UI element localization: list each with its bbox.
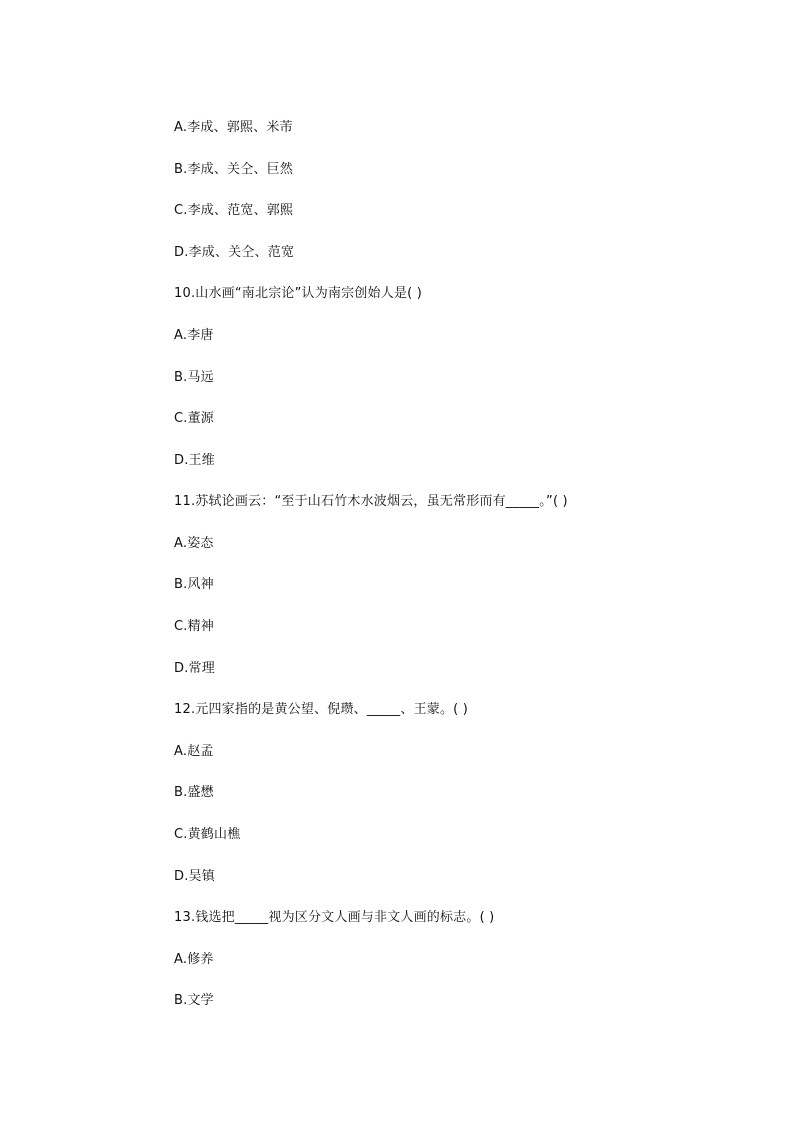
option-a-q12: A.赵孟 [174, 744, 214, 759]
option-c-q12: C.黄鹤山樵 [174, 827, 241, 842]
option-b-q9: B.李成、关仝、巨然 [174, 162, 294, 177]
option-c-q9: C.李成、范宽、郭熙 [174, 203, 294, 218]
option-b-q12: B.盛懋 [174, 785, 214, 800]
option-a-q11: A.姿态 [174, 536, 214, 551]
option-b-q11: B.风神 [174, 577, 214, 592]
question-13: 13.钱选把_____视为区分文人画与非文人画的标志。( ) [174, 910, 495, 925]
option-a-q9: A.李成、郭熙、米芾 [174, 120, 293, 135]
option-d-q9: D.李成、关仝、范宽 [174, 245, 295, 260]
question-11: 11.苏轼论画云：“至于山石竹木水波烟云，虽无常形而有_____。”( ) [174, 494, 568, 509]
question-10: 10.山水画“南北宗论”认为南宗创始人是( ) [174, 286, 423, 301]
option-c-q10: C.董源 [174, 411, 215, 426]
option-c-q11: C.精神 [174, 619, 215, 634]
option-b-q13: B.文学 [174, 993, 214, 1008]
option-d-q11: D.常理 [174, 661, 215, 676]
option-a-q13: A.修养 [174, 952, 214, 967]
question-12: 12.元四家指的是黄公望、倪瓒、_____、王蒙。( ) [174, 702, 469, 717]
option-d-q10: D.王维 [174, 453, 215, 468]
option-d-q12: D.吴镇 [174, 869, 215, 884]
option-a-q10: A.李唐 [174, 328, 214, 343]
option-b-q10: B.马远 [174, 370, 214, 385]
